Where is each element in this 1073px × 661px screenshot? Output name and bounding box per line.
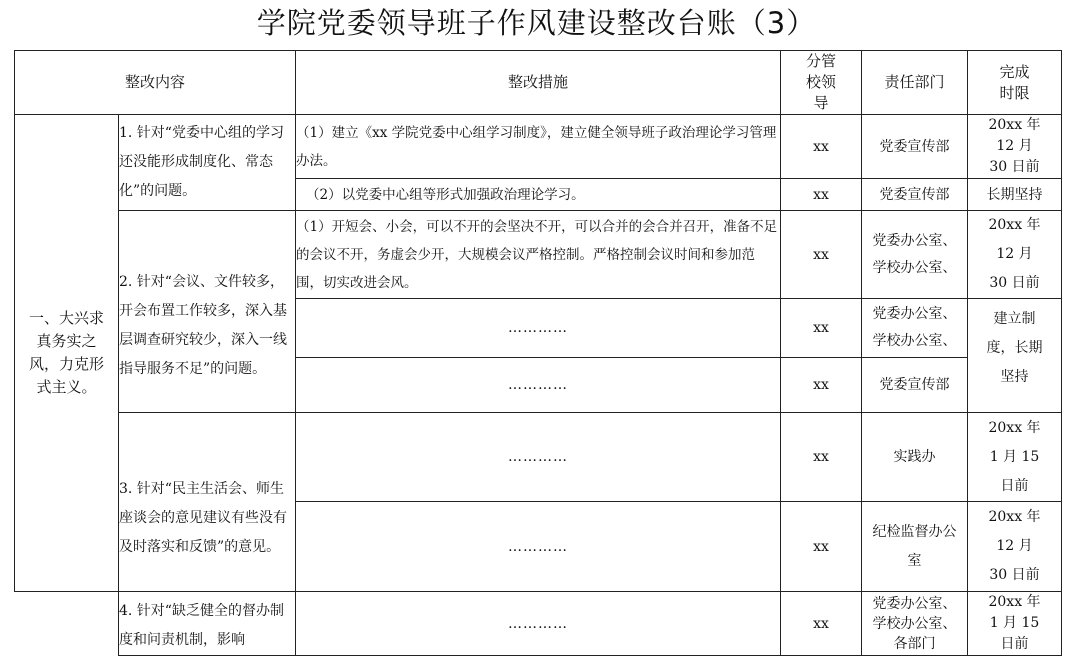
measure-cell: （2）以党委中心组等形式加强政治理论学习。 (296, 179, 781, 211)
measure-cell: ………… (296, 592, 781, 656)
deadline-cell: 长期坚持 (968, 179, 1062, 211)
header-deadline: 完成时限 (968, 51, 1062, 115)
issue-cell: 1. 针对“党委中心组的学习还没能形成制度化、常态化”的问题。 (119, 115, 296, 211)
leader-cell: xx (781, 413, 862, 502)
header-measures: 整改措施 (296, 51, 781, 115)
department-cell: 党委办公室、学校办公室、各部门 (862, 592, 968, 656)
department-cell: 实践办 (862, 413, 968, 502)
header-department: 责任部门 (862, 51, 968, 115)
department-cell: 党委办公室、学校办公室、 (862, 211, 968, 299)
issue-cell: 2. 针对“会议、文件较多，开会布置工作较多，深入基层调查研究较少，深入一线指导服务不足”的问题。 (119, 211, 296, 413)
measure-cell: ………… (296, 358, 781, 413)
measure-cell: （1）开短会、小会，可以不开的会坚决不开，可以合并的会合并召开，准备不足的会议不开，务虚会少开，大规模会议严格控制。严格控制会议时间和参加范围，切实改进会风。 (296, 211, 781, 299)
department-cell: 党委办公室、学校办公室、 (862, 299, 968, 358)
leader-cell: xx (781, 358, 862, 413)
table-row (15, 592, 1062, 656)
measure-cell: ………… (296, 413, 781, 502)
deadline-cell: 20xx 年 12 月 30 日前 (968, 502, 1062, 592)
header-content: 整改内容 (15, 51, 296, 115)
issue-cell: 3. 针对“民主生活会、师生座谈会的意见建议有些没有及时落实和反馈”的意见。 (119, 413, 296, 592)
table-row (15, 115, 1062, 179)
table-row (15, 413, 1062, 502)
deadline-cell: 20xx 年 12 月 30 日前 (968, 115, 1062, 179)
deadline-cell: 建立制度，长期坚持 (968, 299, 1062, 413)
rectification-ledger-table (14, 50, 1062, 656)
measure-cell: （1）建立《xx 学院党委中心组学习制度》，建立健全领导班子政治理论学习管理办法。 (296, 115, 781, 179)
department-cell: 党委宣传部 (862, 115, 968, 179)
measure-cell: ………… (296, 502, 781, 592)
table-row (15, 211, 1062, 299)
department-cell: 党委宣传部 (862, 358, 968, 413)
leader-cell: xx (781, 592, 862, 656)
measure-cell: ………… (296, 299, 781, 358)
leader-cell: xx (781, 502, 862, 592)
issue-cell: 4. 针对“缺乏健全的督办制度和问责机制，影响 (119, 592, 296, 656)
department-cell: 纪检监督办公室 (862, 502, 968, 592)
deadline-cell: 20xx 年 1 月 15 日前 (968, 413, 1062, 502)
leader-cell: xx (781, 115, 862, 179)
header-leader: 分管校领导 (781, 51, 862, 115)
deadline-cell: 20xx 年 1 月 15 日前 (968, 592, 1062, 656)
leader-cell: xx (781, 211, 862, 299)
department-cell: 党委宣传部 (862, 179, 968, 211)
header-row (15, 51, 1062, 115)
leader-cell: xx (781, 179, 862, 211)
category-cell: 一、大兴求真务实之风，力克形式主义。 (15, 115, 119, 592)
page-title: 学院党委领导班子作风建设整改台账（3） (256, 6, 817, 40)
deadline-cell: 20xx 年 12 月 30 日前 (968, 211, 1062, 299)
leader-cell: xx (781, 299, 862, 358)
